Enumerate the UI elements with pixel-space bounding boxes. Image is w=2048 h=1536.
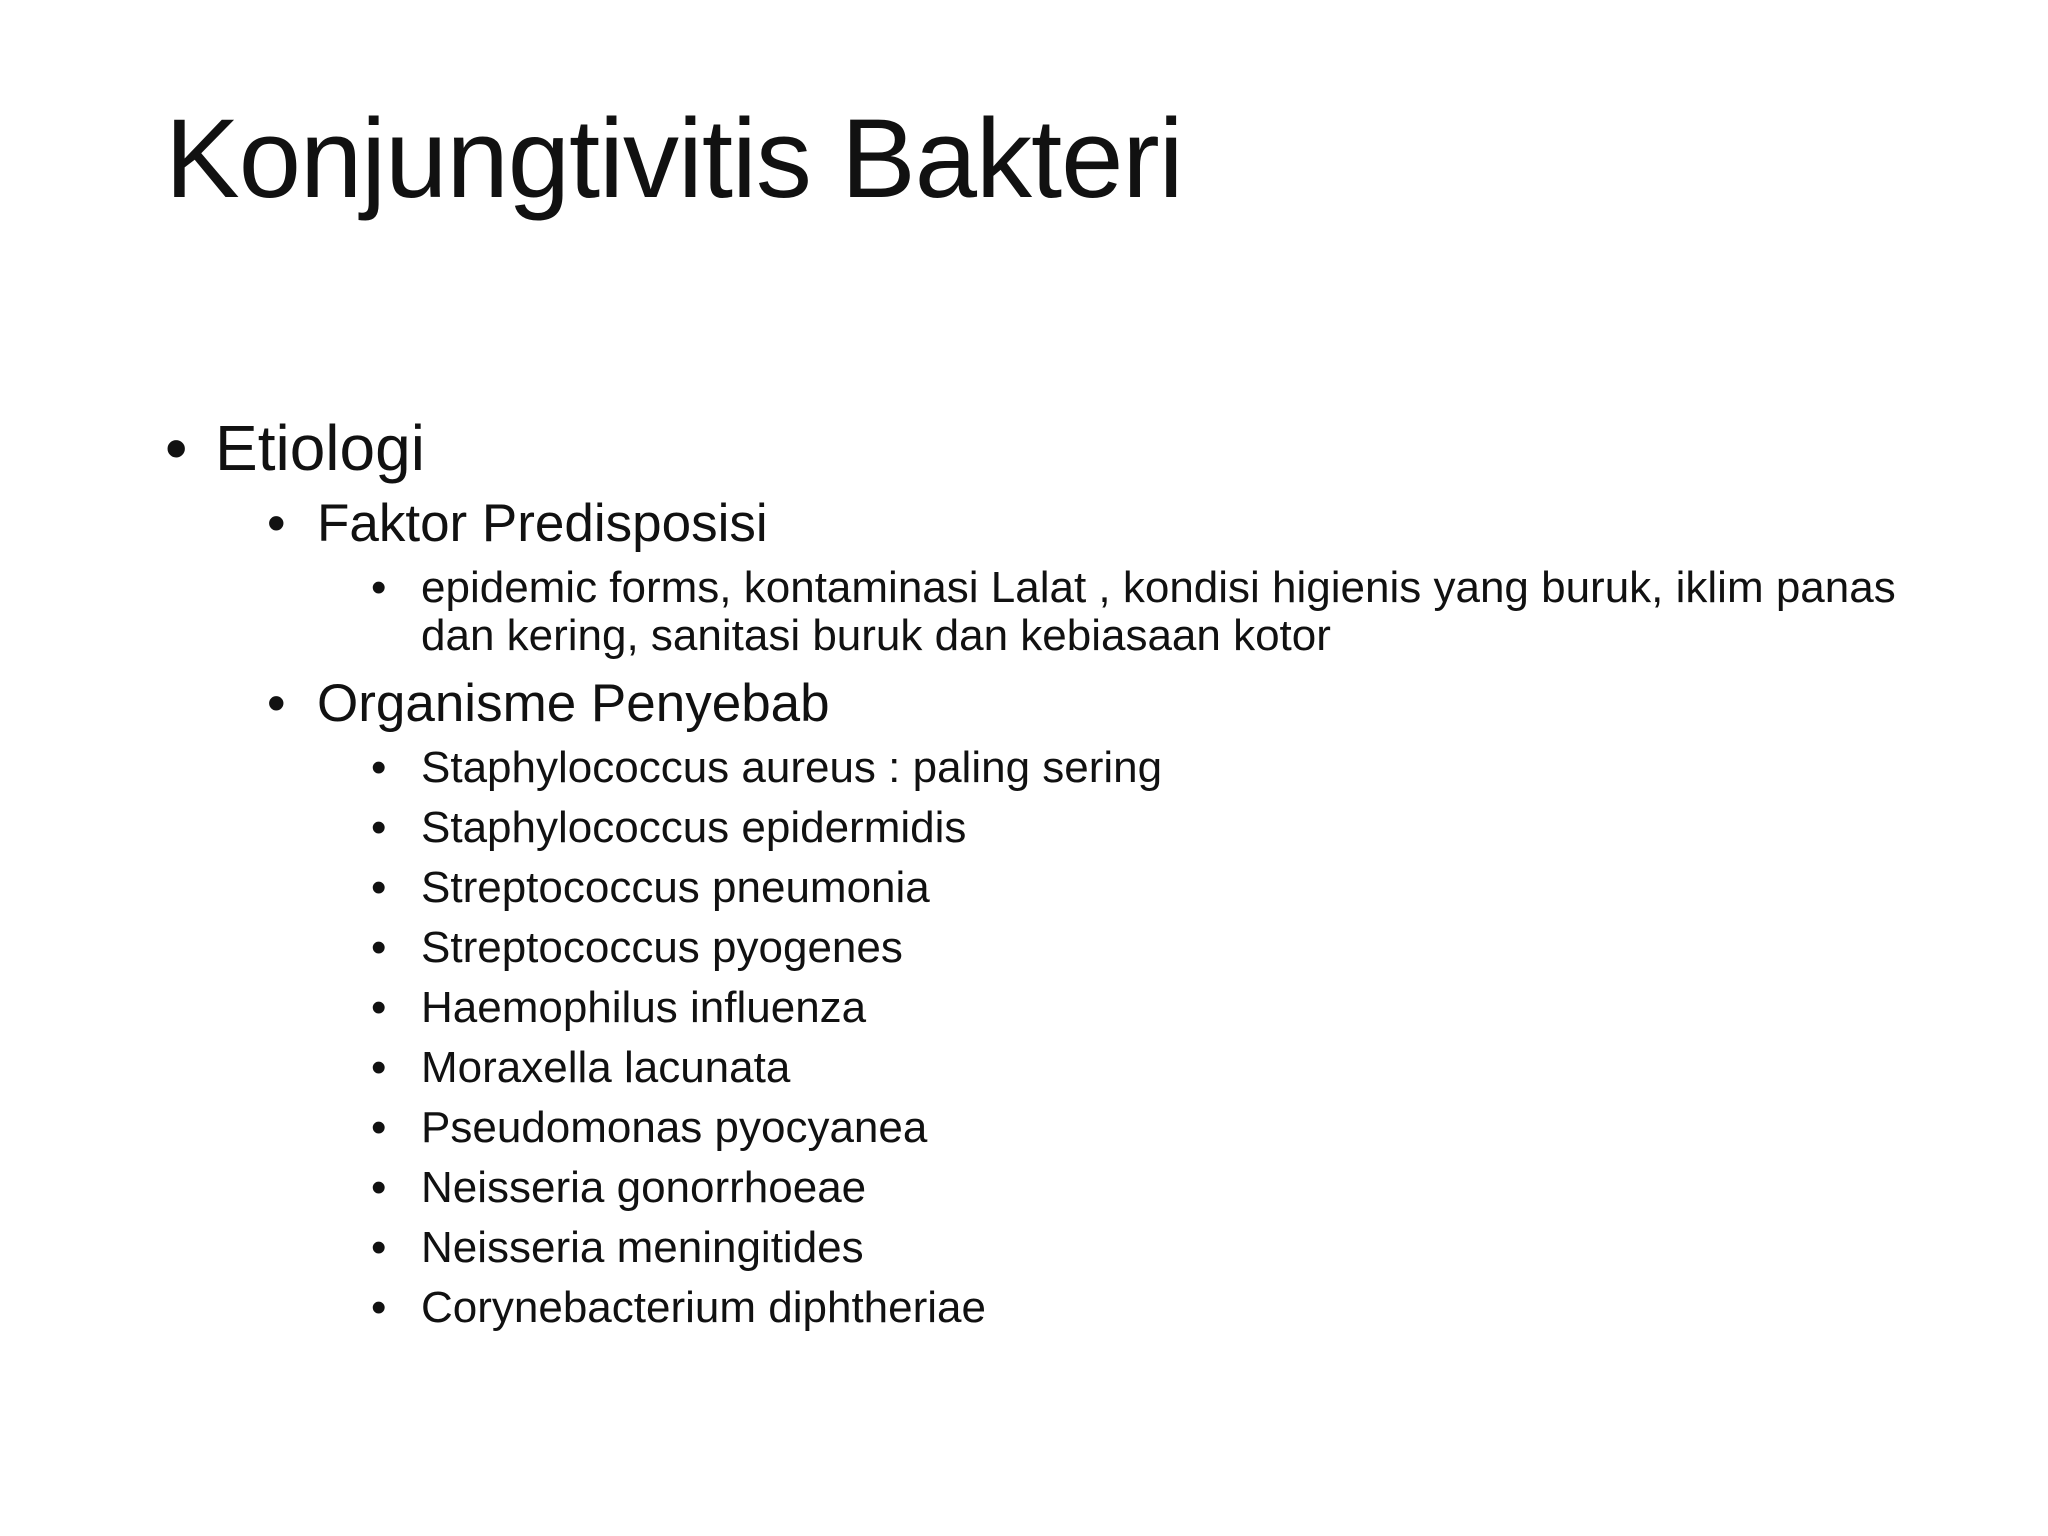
list-item xyxy=(371,978,1925,1038)
list-item-label: Staphylococcus epidermidis xyxy=(421,803,967,852)
list-item-label: Neisseria gonorrhoeae xyxy=(421,1163,867,1212)
list-item xyxy=(371,738,1925,798)
bullet-list-level2 xyxy=(267,492,1925,556)
bullet-icon: • xyxy=(371,923,387,972)
bullet-icon: • xyxy=(371,863,387,912)
list-item xyxy=(371,918,1925,978)
bullet-icon: • xyxy=(371,1103,387,1152)
list-item xyxy=(371,858,1925,918)
list-item-label: Organisme Penyebab xyxy=(317,674,830,733)
bullet-icon: • xyxy=(371,983,387,1032)
list-item-label: Pseudomonas pyocyanea xyxy=(421,1103,928,1152)
list-item-label: Streptococcus pneumonia xyxy=(421,863,930,912)
slide-title: Konjungtivitis Bakteri xyxy=(165,96,1183,221)
list-item xyxy=(371,1038,1925,1098)
bullet-icon: • xyxy=(165,412,188,484)
bullet-icon: • xyxy=(371,1043,387,1092)
bullet-icon: • xyxy=(371,803,387,852)
list-item xyxy=(371,1278,1925,1338)
bullet-list-level3-faktor xyxy=(371,558,1925,666)
bullet-list-level2 xyxy=(267,672,1925,736)
list-item xyxy=(371,558,1925,666)
list-item-organisme-penyebab xyxy=(267,672,1925,736)
bullet-icon: • xyxy=(371,1223,387,1272)
bullet-icon: • xyxy=(371,563,387,612)
bullet-list-level3-organisme xyxy=(371,738,1925,1338)
bullet-list-level1 xyxy=(165,404,1925,492)
bullet-icon: • xyxy=(371,1163,387,1212)
list-item xyxy=(371,798,1925,858)
list-item-label: Faktor Predisposisi xyxy=(317,494,768,553)
list-item-label: Streptococcus pyogenes xyxy=(421,923,903,972)
list-item-label: Haemophilus influenza xyxy=(421,983,867,1032)
slide-content xyxy=(165,404,1925,1344)
list-item xyxy=(371,1098,1925,1158)
list-item-label: Moraxella lacunata xyxy=(421,1043,791,1092)
list-item xyxy=(371,1158,1925,1218)
list-item-faktor-predisposisi xyxy=(267,492,1925,556)
list-item-etiologi xyxy=(165,404,1925,492)
list-item-label: Staphylococcus aureus : paling sering xyxy=(421,743,1163,792)
list-item-label: Corynebacterium diphtheriae xyxy=(421,1283,986,1332)
bullet-icon: • xyxy=(371,743,387,792)
bullet-icon: • xyxy=(267,494,286,553)
list-item-label: Neisseria meningitides xyxy=(421,1223,864,1272)
list-item xyxy=(371,1218,1925,1278)
list-item-label: epidemic forms, kontaminasi Lalat , kondisi higienis yang buruk, iklim panas dan kering, sanitasi buruk dan kebiasaan kotor xyxy=(421,563,1896,660)
list-item-label: Etiologi xyxy=(215,412,425,484)
bullet-icon: • xyxy=(371,1283,387,1332)
bullet-icon: • xyxy=(267,674,286,733)
